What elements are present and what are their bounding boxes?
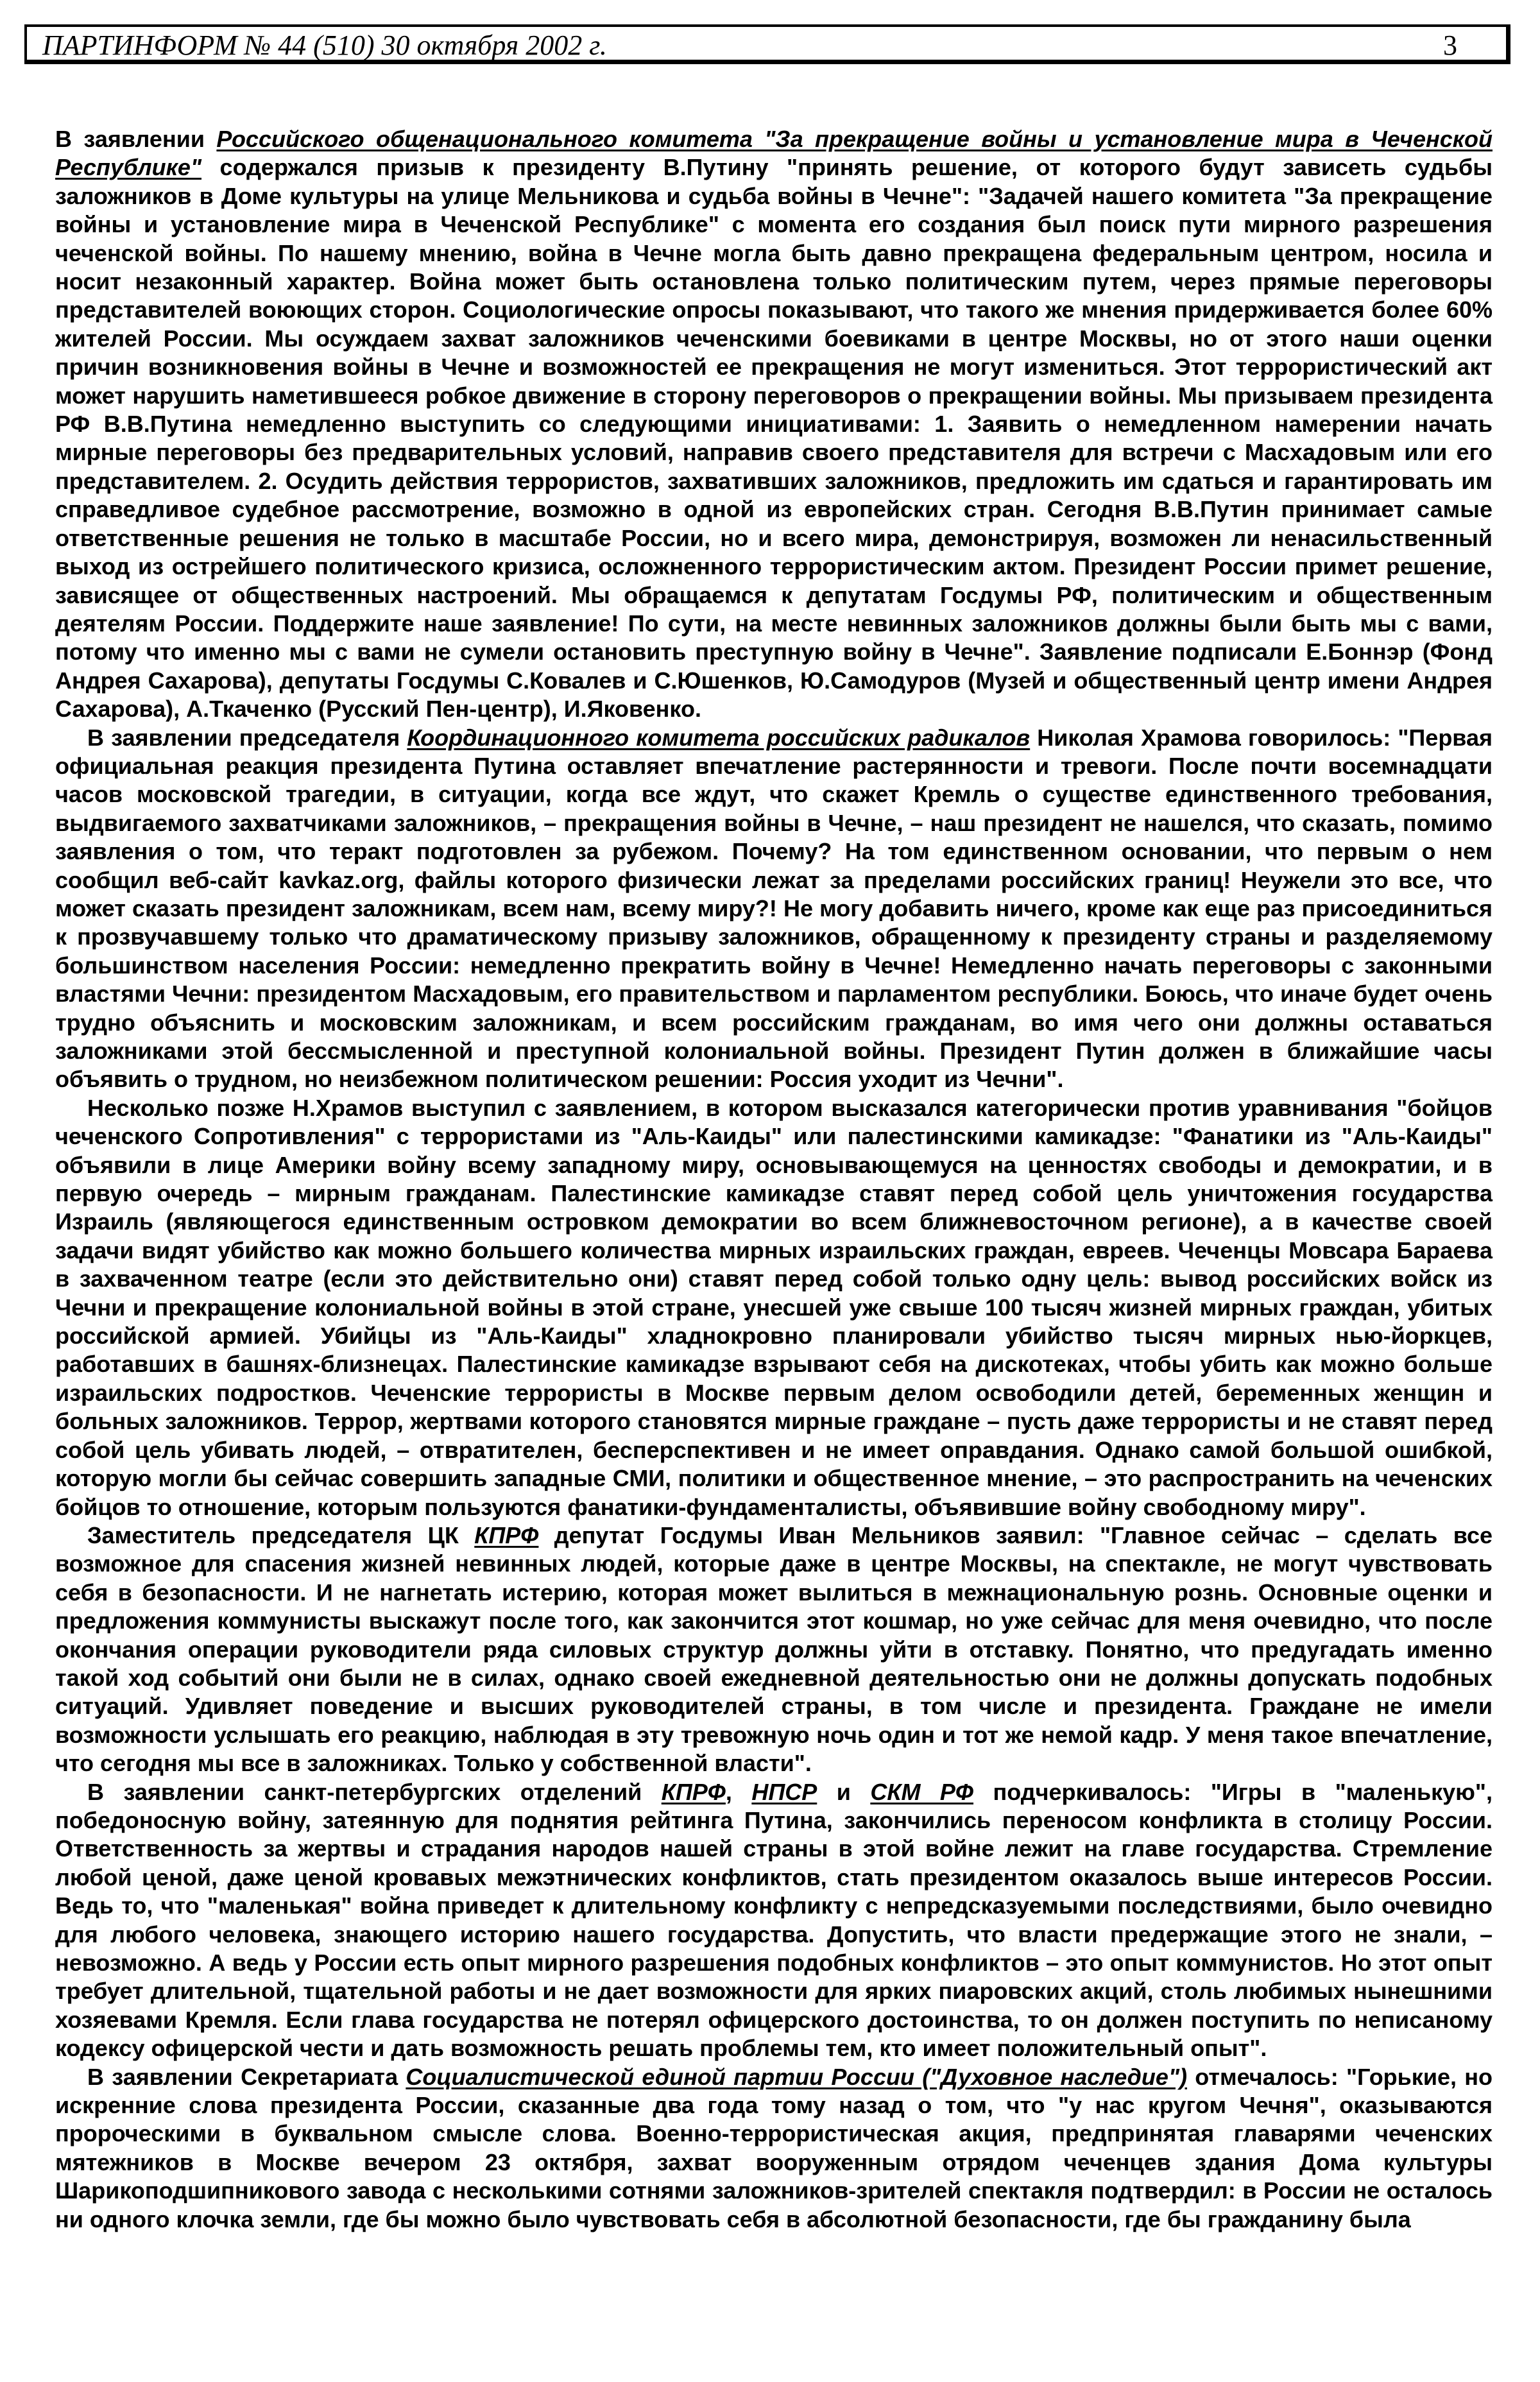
- paragraph-socialist-party: [55, 2063, 1493, 2234]
- paragraph-separator: и: [817, 1778, 871, 1805]
- paragraph-lead: В заявлении санкт-петербургских отделений: [87, 1778, 662, 1805]
- page-header: [24, 24, 1510, 64]
- paragraph-text: содержался призыв к президенту В.Путину "принять решение, от которого будут зависеть судьбы заложников в Доме культуры на улице Мельникова и судьба войны в Чечне": "Задачей нашего комитета "За прекращение войны и установление мира в Чеченской Республике" с момента его создания был поиск пути мирного разрешения чеченской войны. По нашему мнению, война в Чечне могла быть давно прекращена федеральным центром, носила и носит незаконный характер. Война может быть остановлена только политическим путем, через прямые переговоры представителей воюющих сторон. Социологические опросы показывают, что такого же мнения придерживается более 60% жителей России. Мы осуждаем захват заложников чеченскими боевиками в центре Москвы, но от этого наши оценки причин возникновения войны в Чечне и возможностей ее прекращения не могут измениться. Этот террористический акт может нарушить наметившееся робкое движение в сторону переговоров о прекращении войны. Мы призываем президента РФ В.В.Путина немедленно выступить со следующими инициативами: 1. Заявить о немедленном намерении начать мирные переговоры без предварительных условий, направив своего представителя для встречи с Масхадовым или его представителем. 2. Осудить действия террористов, захвативших заложников, предложить им сдаться и гарантировать им справедливое судебное рассмотрение, возможно в одной из европейских стран. Сегодня В.В.Путин принимает самые ответственные решения не только в масштабе России, но и всего мира, демонстрируя, возможен ли ненасильственный выход из острейшего политического кризиса, осложненного террористическим актом. Президент России примет решение, зависящее от общественных настроений. Мы обращаемся к депутатам Госдумы РФ, политическим и общественным деятелям России. Поддержите наше заявление! По сути, на месте невинных заложников должны были быть мы с вами, потому что именно мы с вами не сумели остановить преступную войну в Чечне". Заявление подписали Е.Боннэр (Фонд Андрея Сахарова), депутаты Госдумы С.Ковалев и С.Юшенков, Ю.Самодуров (Музей и общественный центр имени Андрея Сахарова), А.Ткаченко (Русский Пен-центр), И.Яковенко.: [55, 154, 1493, 723]
- paragraph-text: депутат Госдумы Иван Мельников заявил: "Главное сейчас – сделать все возможное для спасения жизней невинных людей, которые даже в центре Москвы, на спектакле, не могут чувствовать себя в безопасности. И не нагнетать истерию, которая может вылиться в межнациональную рознь. Основные оценки и предложения коммунисты выскажут после того, как закончится этот кошмар, но уже сейчас для меня очевидно, что после окончания операции руководители ряда силовых структур должны уйти в отставку. Понятно, что предугадать именно такой ход событий они были не в силах, однако своей ежедневной деятельностью они не должны допускать подобных ситуаций. Удивляет поведение и высших руководителей страны, в том числе и президента. Граждане не имели возможности услышать его реакцию, наблюдая в эту тревожную ночь один и тот же немой кадр. У меня такое впечатление, что сегодня мы все в заложниках. Только у собственной власти".: [55, 1521, 1493, 1777]
- paragraph-text: Николая Храмова говорилось: "Первая официальная реакция президента Путина оставляет впечатление растерянности и тревоги. После почти восемнадцати часов московской трагедии, в ситуации, когда все ждут, что скажет Кремль о существе единственного требования, выдвигаемого захватчиками заложников, – прекращения войны в Чечне, – наш президент не нашелся, что сказать, помимо заявления о том, что теракт подготовлен за рубежом. Почему? На том единственном основании, что первым о нем сообщил веб-сайт kavkaz.org, файлы которого физически лежат за пределами российских границ! Неужели это все, что может сказать президент заложникам, всем нам, всему миру?! Не могу добавить ничего, кроме как еще раз присоединиться к прозвучавшему только что драматическому призыву заложников, обращенному к президенту страны и разделяемому большинством населения России: немедленно прекратить войну в Чечне! Немедленно начать переговоры с законными властями Чечни: президентом Масхадовым, его правительством и парламентом республики. Боюсь, что иначе будет очень трудно объяснить и московским заложникам, и всем российским гражданам, во имя чего они должны оставаться заложниками этой бессмысленной и преступной колониальной войны. Президент Путин должен в ближайшие часы объявить о трудном, но неизбежном политическом решении: Россия уходит из Чечни".: [55, 724, 1493, 1093]
- org-name-radicals-committee: Координационного комитета российских радикалов: [407, 724, 1031, 751]
- paragraph-lead: Заместитель председателя ЦК: [87, 1521, 475, 1548]
- paragraph-lead: В заявлении Секретариата: [87, 2063, 406, 2090]
- paragraph-text: Несколько позже Н.Храмов выступил с заявлением, в котором высказался категорически против уравнивания "бойцов чеченского Сопротивления" с террористами из "Аль-Каиды" или палестинскими камикадзе: "Фанатики из "Аль-Каиды" объявили в лице Америки войну всему западному миру, основывающемуся на ценностях свободы и демократии, и в первую очередь – мирным гражданам. Палестинские камикадзе ставят перед собой цель уничтожения государства Израиль (являющегося единственным островком демократии во всем ближневосточном регионе), а в качестве своей задачи видят убийство как можно большего количества мирных израильских граждан, евреев. Чеченцы Мовсара Бараева в захваченном театре (если это действительно они) ставят перед собой только одну цель: вывод российских войск из Чечни и прекращение колониальной войны в этой стране, унесшей уже свыше 100 тысяч жизней мирных граждан, убитых российской армией. Убийцы из "Аль-Каиды" хладнокровно планировали убийство тысяч мирных нью-йоркцев, работавших в башнях-близнецах. Палестинские камикадзе взрывают себя на дискотеках, чтобы убить как можно больше израильских подростков. Чеченские террористы в Москве первым делом освободили детей, беременных женщин и больных заложников. Террор, жертвами которого становятся мирные граждане – пусть даже террористы и не ставят перед собой цель убивать людей, – отвратителен, бесперспективен и не имеет оправдания. Однако самой большой ошибкой, которую могли бы сейчас совершить западные СМИ, политики и общественное мнение, – это распространить на чеченских бойцов то отношение, которым пользуются фанатики-фундаменталисты, объявившие войну свободному миру".: [55, 1094, 1493, 1520]
- org-name-skm-rf: СКМ РФ: [870, 1778, 974, 1805]
- paragraph-separator: ,: [725, 1778, 752, 1805]
- paragraph-text: подчеркивалось: "Игры в "маленькую", победоносную войну, затеянную для поднятия рейтинга Путина, закончились переносом конфликта в столицу России. Ответственность за жертвы и страдания народов нашей страны в этой войне лежит на главе государства. Стремление любой ценой, даже ценой кровавых межэтнических конфликтов, стать президентом оказалось выше интересов России. Ведь то, что "маленькая" война приведет к длительному конфликту с непредсказуемыми последствиями, было очевидно для любого человека, знающего историю нашего государства. Допустить, что власти предержащие этого не знали, – невозможно. А ведь у России есть опыт мирного разрешения подобных конфликтов – это опыт коммунистов. Но этот опыт требует длительной, тщательной работы и не дает возможности для ярких пиаровских акций, столь любимых нынешними хозяевами Кремля. Если глава государства не потерял офицерского достоинства, то он должен поступить по неписаному кодексу офицерской чести и дать возможность решать проблемы тем, кто имеет положительный опыт".: [55, 1778, 1493, 2062]
- newspaper-issue-title: ПАРТИНФОРМ № 44 (510) 30 октября 2002 г.: [42, 30, 607, 61]
- paragraph-melnikov: [55, 1521, 1493, 1778]
- article-body: [55, 125, 1493, 2234]
- org-name-kprf: КПРФ: [474, 1521, 539, 1548]
- org-name-russian-national-committee: Российского общенационального комитета "За прекращение войны и установление мира в Чеченской Республике": [55, 126, 1493, 181]
- paragraph-lead: В заявлении: [55, 126, 217, 152]
- page-number: 3: [1443, 30, 1457, 61]
- paragraph-spb-branches: [55, 1778, 1493, 2063]
- org-name-kprf: КПРФ: [661, 1778, 726, 1805]
- paragraph-text: отмечалось: "Горькие, но искренние слова президента России, сказанные два года тому назад о том, что "у нас кругом Чечня", оказываются пророческими в буквальном смысле слова. Военно-террористическая акция, предпринятая главарями чеченских мятежников в Москве вечером 23 октября, захват вооруженным отрядом чеченцев здания Дома культуры Шарикоподшипникового завода с несколькими сотнями заложников-зрителей спектакля подтвердил: в России не осталось ни одного клочка земли, где бы можно было чувствовать себя в абсолютной безопасности, где бы гражданину была: [55, 2063, 1493, 2232]
- paragraph-radicals-committee: [55, 724, 1493, 1094]
- org-name-npsr: НПСР: [751, 1778, 817, 1805]
- paragraph-lead: В заявлении председателя: [87, 724, 407, 751]
- org-name-socialist-united-party: Социалистической единой партии России ("Духовное наследие"): [406, 2063, 1188, 2090]
- paragraph-russian-committee: [55, 125, 1493, 724]
- paragraph-khramov-statement: [55, 1094, 1493, 1521]
